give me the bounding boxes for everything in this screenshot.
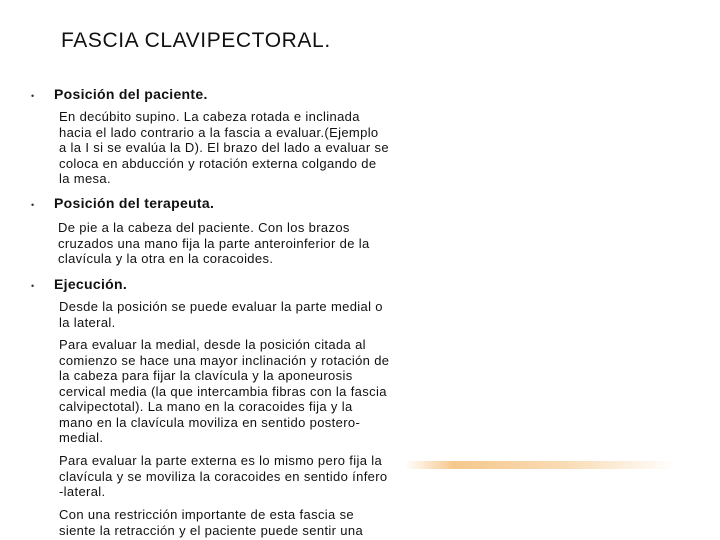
text-line: Para evaluar la parte externa es lo mismo pero fija la xyxy=(59,453,383,468)
paragraph xyxy=(59,507,363,538)
text-line: comienzo se hace una mayor inclinación y rotación de xyxy=(59,352,390,368)
text-line: -lateral. xyxy=(59,484,106,499)
text-line: clavícula y la otra en la coracoides. xyxy=(58,251,274,266)
section-heading-paciente: Posición del paciente. xyxy=(54,86,208,102)
section-heading-ejecucion: Ejecución. xyxy=(54,276,128,292)
bullet-icon: • xyxy=(31,200,35,210)
text-line: cruzados una mano fija la parte anteroinferior de la xyxy=(58,235,370,251)
text-line: Desde la posición se puede evaluar la parte medial o xyxy=(59,299,383,314)
bullet-icon: • xyxy=(31,281,35,291)
slide-title: FASCIA CLAVIPECTORAL. xyxy=(61,29,331,52)
text-line: hacia el lado contrario a la fascia a evaluar.(Ejemplo xyxy=(59,124,379,140)
text-line: mano en la clavícula moviliza en sentido postero- xyxy=(59,414,361,430)
text-line: De pie a la cabeza del paciente. Con los brazos xyxy=(58,220,350,235)
text-line: medial. xyxy=(59,430,104,445)
text-line: clavícula y se moviliza la coracoides en sentido ínfero xyxy=(59,468,388,484)
text-line: la cabeza para fijar la clavícula y la aponeurosis xyxy=(59,368,353,383)
highlight-stroke xyxy=(405,461,675,469)
text-line: la lateral. xyxy=(59,314,116,330)
paragraph xyxy=(59,109,389,187)
paragraph xyxy=(59,337,389,446)
text-line: la mesa. xyxy=(59,171,111,186)
text-line: Para evaluar la medial, desde la posición citada al xyxy=(59,337,366,352)
text-line: En decúbito supino. La cabeza rotada e inclinada xyxy=(59,109,360,124)
text-line: a la I si se evalúa la D). El brazo del lado a evaluar se xyxy=(59,140,389,155)
section-heading-terapeuta: Posición del terapeuta. xyxy=(54,195,215,211)
text-line: siente la retracción y el paciente puede sentir una xyxy=(59,522,364,538)
text-line: Con una restricción importante de esta fascia se xyxy=(59,507,354,522)
paragraph xyxy=(58,220,370,267)
text-line: coloca en abducción y rotación externa colgando de xyxy=(59,155,377,171)
text-line: calvipectotal). La mano en la coracoides fija y la xyxy=(59,399,353,414)
paragraph xyxy=(59,299,383,330)
bullet-icon: • xyxy=(31,91,35,101)
paragraph xyxy=(59,453,388,500)
text-line: cervical media (la que intercambia fibras con la fascia xyxy=(59,383,387,399)
